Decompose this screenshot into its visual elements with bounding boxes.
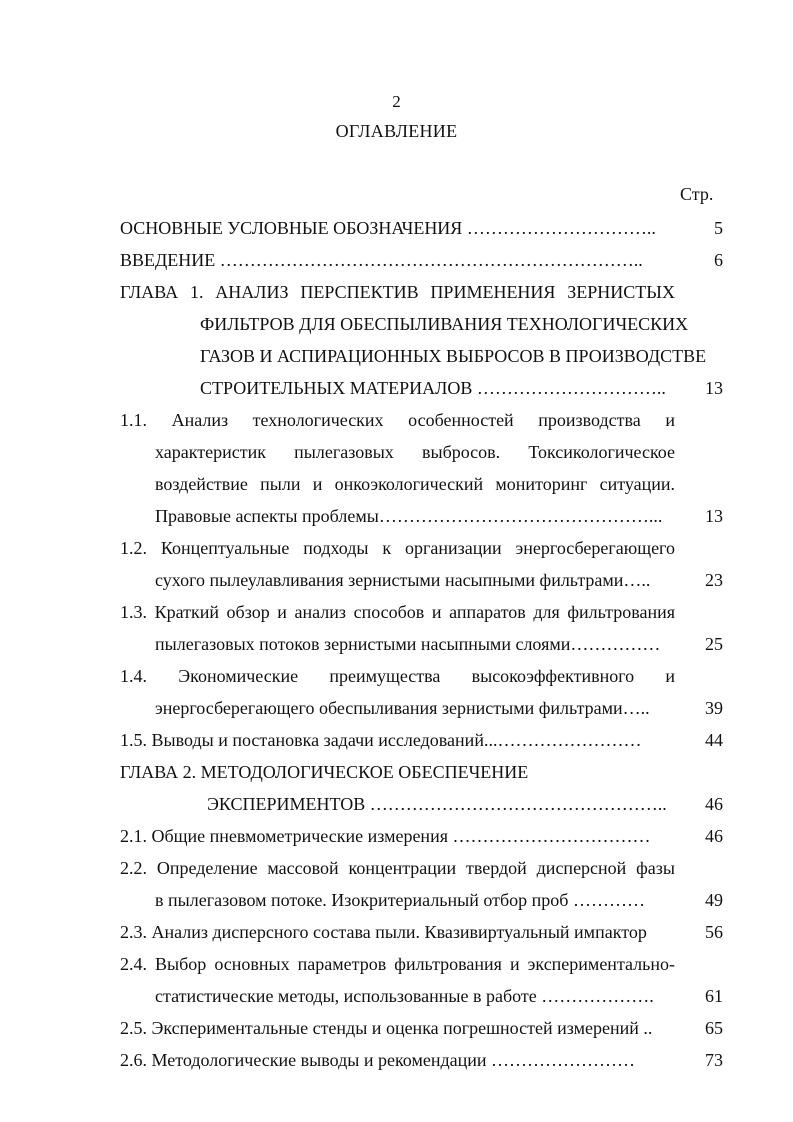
toc-entry bbox=[0, 1012, 793, 1044]
toc-entry bbox=[0, 820, 793, 852]
toc-entry-line: 1.5. Выводы и постановка задачи исследований...…………………… bbox=[120, 730, 642, 750]
page-title: ОГЛАВЛЕНИЕ bbox=[335, 121, 458, 141]
toc-entry bbox=[0, 852, 793, 916]
toc-page-number: 46 bbox=[705, 826, 723, 846]
toc-entry-line: характеристик пылегазовых выбросов. Токсикологическое bbox=[155, 442, 675, 462]
toc-page-number: 73 bbox=[705, 1050, 723, 1070]
toc-entry-line: ВВЕДЕНИЕ …………………………………………………………….. bbox=[120, 250, 643, 270]
toc-entry-line: сухого пылеулавливания зернистыми насыпными фильтрами….. bbox=[155, 570, 651, 590]
toc-page-number: 49 bbox=[705, 890, 723, 910]
toc-entry bbox=[0, 276, 793, 404]
toc-page-number: 23 bbox=[705, 570, 723, 590]
toc-entry-line: ГЛАВА 2. МЕТОДОЛОГИЧЕСКОЕ ОБЕСПЕЧЕНИЕ bbox=[120, 762, 529, 782]
toc-entry-line: ГАЗОВ И АСПИРАЦИОННЫХ ВЫБРОСОВ В ПРОИЗВОДСТВЕ bbox=[200, 346, 707, 366]
toc-entry-line: 2.6. Методологические выводы и рекомендации …………………… bbox=[120, 1050, 636, 1070]
toc-page-number: 56 bbox=[705, 922, 723, 942]
toc-entry-line: 1.2. Концептуальные подходы к организации энергосберегающего bbox=[120, 538, 675, 558]
toc-entry-line: энергосберегающего обеспыливания зернистыми фильтрами….. bbox=[155, 698, 650, 718]
toc-entry-line: 1.4. Экономические преимущества высокоэффективного и bbox=[120, 666, 675, 686]
toc-entry bbox=[0, 724, 793, 756]
toc-page-number: 44 bbox=[705, 730, 723, 750]
toc-entry bbox=[0, 756, 793, 820]
toc-entry-line: СТРОИТЕЛЬНЫХ МАТЕРИАЛОВ ………………………….. bbox=[200, 378, 666, 398]
toc-page-number: 39 bbox=[705, 698, 723, 718]
toc-entry-line: статистические методы, использованные в работе ………………. bbox=[155, 986, 654, 1006]
toc-entry bbox=[0, 948, 793, 1012]
page-column-label: Стр. bbox=[680, 184, 714, 204]
toc-entry-line: пылегазовых потоков зернистыми насыпными слоями…………… bbox=[155, 634, 661, 654]
toc-page-number: 46 bbox=[705, 794, 723, 814]
toc-page-number: 61 bbox=[705, 986, 723, 1006]
toc-entry-line: ОСНОВНЫЕ УСЛОВНЫЕ ОБОЗНАЧЕНИЯ ………………………….. bbox=[120, 218, 656, 238]
toc-entry-line: 1.1. Анализ технологических особенностей производства и bbox=[120, 410, 675, 430]
toc-entry-line: воздействие пыли и онкоэкологический мониторинг ситуации. bbox=[155, 474, 675, 494]
toc-entry bbox=[0, 916, 793, 948]
toc-entry-line: 1.3. Краткий обзор и анализ способов и аппаратов для фильтрования bbox=[120, 602, 675, 622]
toc-entry-line: ЭКСПЕРИМЕНТОВ ………………………………………….. bbox=[207, 794, 667, 814]
toc-page-number: 5 bbox=[714, 218, 723, 238]
toc-page-number: 25 bbox=[705, 634, 723, 654]
toc-entry-line: 2.2. Определение массовой концентрации твердой дисперсной фазы bbox=[120, 858, 675, 878]
table-of-contents bbox=[0, 212, 793, 1076]
toc-page-number: 65 bbox=[705, 1018, 723, 1038]
toc-entry bbox=[0, 660, 793, 724]
toc-entry bbox=[0, 244, 793, 276]
toc-entry-line: 2.3. Анализ дисперсного состава пыли. Квазивиртуальный импактор bbox=[120, 922, 647, 942]
toc-page-number: 13 bbox=[705, 506, 723, 526]
toc-entry bbox=[0, 212, 793, 244]
toc-entry-line: в пылегазовом потоке. Изокритериальный отбор проб ………… bbox=[155, 890, 645, 910]
toc-entry-line: Правовые аспекты проблемы………………………………………... bbox=[155, 506, 663, 526]
toc-entry-line: 2.4. Выбор основных параметров фильтрования и экспериментально- bbox=[120, 954, 675, 974]
toc-entry-line: ГЛАВА 1. АНАЛИЗ ПЕРСПЕКТИВ ПРИМЕНЕНИЯ ЗЕРНИСТЫХ bbox=[120, 282, 675, 302]
toc-page-number: 6 bbox=[714, 250, 723, 270]
toc-entry bbox=[0, 1044, 793, 1076]
toc-entry bbox=[0, 596, 793, 660]
page-number: 2 bbox=[392, 92, 401, 111]
toc-page-number: 13 bbox=[705, 378, 723, 398]
toc-entry bbox=[0, 404, 793, 532]
toc-entry-line: 2.1. Общие пневмометрические измерения …………………………… bbox=[120, 826, 651, 846]
toc-entry-line: 2.5. Экспериментальные стенды и оценка погрешностей измерений .. bbox=[120, 1018, 653, 1038]
toc-entry bbox=[0, 532, 793, 596]
toc-entry-line: ФИЛЬТРОВ ДЛЯ ОБЕСПЫЛИВАНИЯ ТЕХНОЛОГИЧЕСКИХ bbox=[200, 314, 689, 334]
